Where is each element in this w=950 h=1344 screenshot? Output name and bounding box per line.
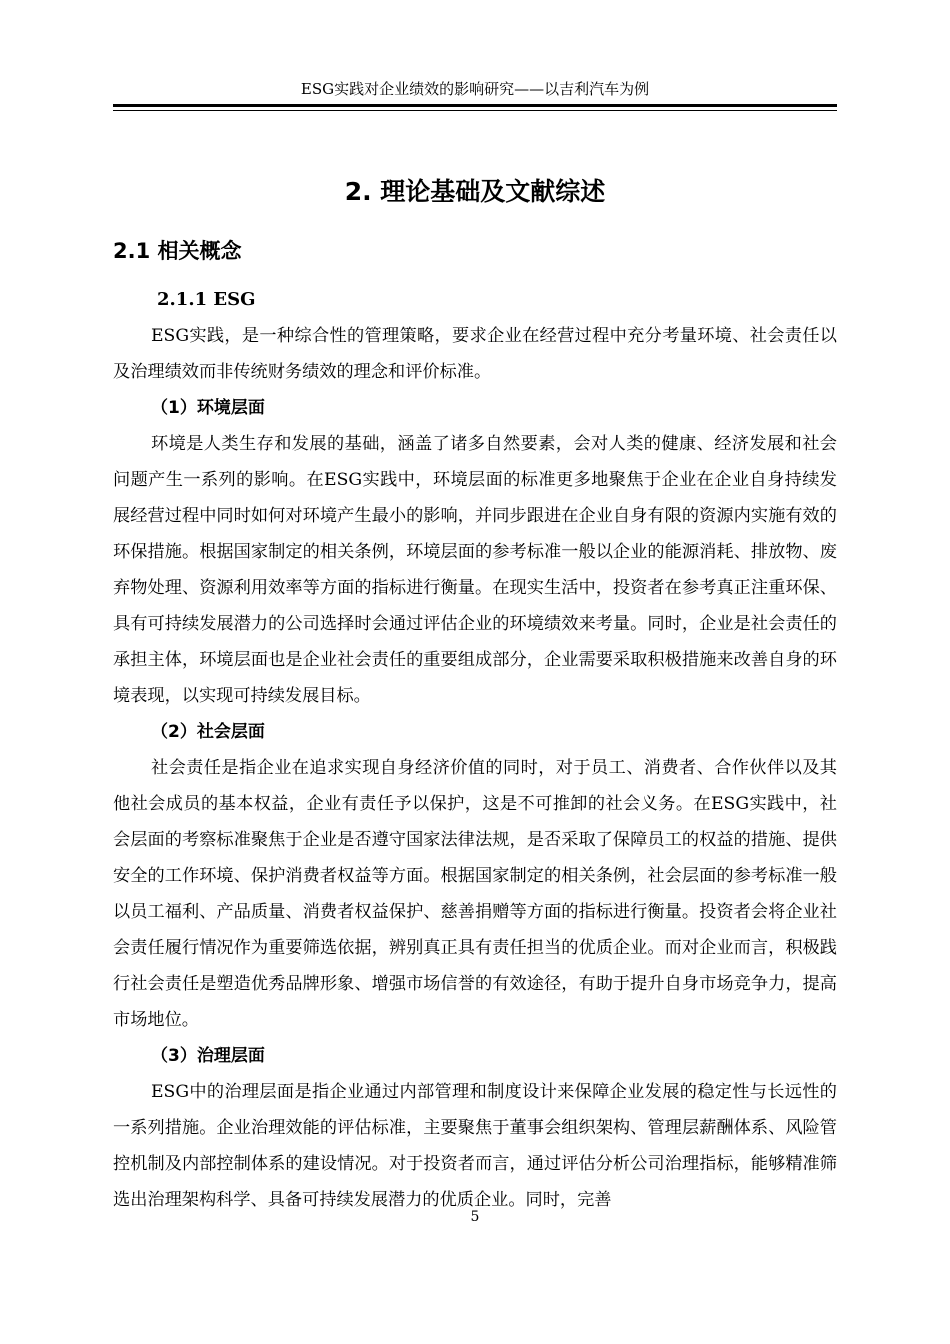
header-rule-thin <box>113 110 837 111</box>
paragraph-social: 社会责任是指企业在追求实现自身经济价值的同时，对于员工、消费者、合作伙伴以及其他社会成员的基本权益，企业有责任予以保护，这是不可推卸的社会义务。在ESG实践中，社会层面的考察标准聚焦于企业是否遵守国家法律法规，是否采取了保障员工的权益的措施、提供安全的工作环境、保护消费者权益等方面。根据国家制定的相关条例，社会层面的参考标准一般以员工福利、产品质量、消费者权益保护、慈善捐赠等方面的指标进行衡量。投资者会将企业社会责任履行情况作为重要筛选依据，辨别真正具有责任担当的优质企业。而对企业而言，积极践行社会责任是塑造优秀品牌形象、增强市场信誉的有效途径，有助于提升自身市场竞争力，提高市场地位。 <box>113 758 837 1030</box>
page-number: 5 <box>470 1209 480 1225</box>
intro-paragraph: ESG实践，是一种综合性的管理策略，要求企业在经营过程中充分考量环境、社会责任以及治理绩效而非传统财务绩效的理念和评价标准。 <box>113 326 837 382</box>
item-heading-governance: （3）治理层面 <box>151 1046 265 1066</box>
chapter-title: 2. 理论基础及文献综述 <box>344 177 606 206</box>
body-text <box>113 318 837 1218</box>
item-heading-environment: （1）环境层面 <box>151 398 265 418</box>
section-title: 2.1 相关概念 <box>113 239 242 263</box>
subsection-title: 2.1.1 ESG <box>157 289 256 310</box>
paragraph-governance: ESG中的治理层面是指企业通过内部管理和制度设计来保障企业发展的稳定性与长远性的一系列措施。企业治理效能的评估标准，主要聚焦于董事会组织架构、管理层薪酬体系、风险管控机制及内部控制体系的建设情况。对于投资者而言，通过评估分析公司治理指标，能够精准筛选出治理架构科学、具备可持续发展潜力的优质企业。同时，完善 <box>113 1082 837 1210</box>
header-rule-thick <box>113 104 837 107</box>
paragraph-environment: 环境是人类生存和发展的基础，涵盖了诸多自然要素，会对人类的健康、经济发展和社会问题产生一系列的影响。在ESG实践中，环境层面的标准更多地聚焦于企业在企业自身持续发展经营过程中同时如何对环境产生最小的影响，并同步跟进在企业自身有限的资源内实施有效的环保措施。根据国家制定的相关条例，环境层面的参考标准一般以企业的能源消耗、排放物、废弃物处理、资源利用效率等方面的指标进行衡量。在现实生活中，投资者在参考真正注重环保、具有可持续发展潜力的公司选择时会通过评估企业的环境绩效来考量。同时，企业是社会责任的承担主体，环境层面也是企业社会责任的重要组成部分，企业需要采取积极措施来改善自身的环境表现，以实现可持续发展目标。 <box>113 434 837 706</box>
item-heading-social: （2）社会层面 <box>151 722 265 742</box>
running-header: ESG实践对企业绩效的影响研究——以吉利汽车为例 <box>300 80 650 98</box>
